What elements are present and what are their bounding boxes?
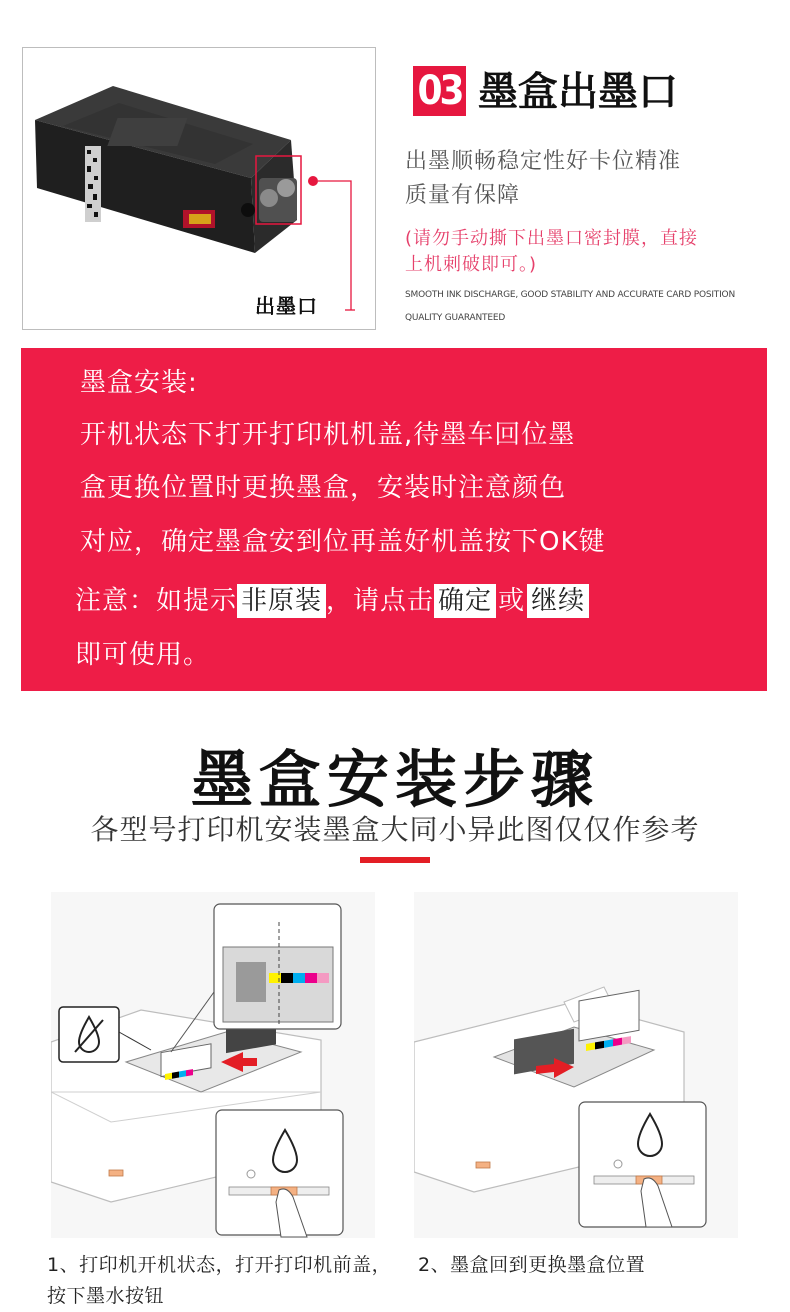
warning-line-1: (请勿手动撕下出墨口密封膜，直接 xyxy=(405,228,699,249)
install-instructions-panel xyxy=(21,348,767,691)
warning-line-2: 上机刺破即可。) xyxy=(405,254,538,275)
printer-open-illustration xyxy=(51,892,375,1238)
install-line-1: 开机状态下打开打印机机盖,待墨车回位墨 xyxy=(80,420,576,450)
install-note xyxy=(75,584,589,618)
step-2-caption: 2、墨盒回到更换墨盒位置 xyxy=(418,1254,646,1276)
printer-replace-illustration xyxy=(414,892,738,1238)
steps-subtitle: 各型号打印机安装墨盒大同小异此图仅仅作参考 xyxy=(90,813,700,846)
confirm-label: 确定 xyxy=(434,584,496,618)
section-title: 墨盒出墨口 xyxy=(478,69,678,115)
install-note-end: 即可使用。 xyxy=(75,640,211,670)
continue-label: 继续 xyxy=(527,584,589,618)
description-line-2: 质量有保障 xyxy=(405,183,521,208)
note-middle: ，请点击 xyxy=(326,586,435,616)
english-line-1: SMOOTH INK DISCHARGE, GOOD STABILITY AND ACCURATE CARD POSITION xyxy=(405,290,735,300)
section-number: 03 xyxy=(413,66,466,116)
non-original-label: 非原装 xyxy=(237,584,326,618)
step-1-caption-line-2: 按下墨水按钮 xyxy=(47,1285,165,1307)
install-line-3: 对应，确定墨盒安到位再盖好机盖按下OK键 xyxy=(80,527,606,557)
outlet-label: 出墨口 xyxy=(255,294,318,318)
install-heading: 墨盒安装: xyxy=(80,368,198,398)
note-or: 或 xyxy=(498,586,526,616)
title-underline xyxy=(360,857,430,863)
note-prefix: 注意：如提示 xyxy=(75,586,238,616)
english-line-2: QUALITY GUARANTEED xyxy=(405,313,506,323)
steps-title: 墨盒安装步骤 xyxy=(190,743,599,816)
install-line-2: 盒更换位置时更换墨盒，安装时注意颜色 xyxy=(80,473,567,503)
step-1-illustration xyxy=(51,892,375,1238)
ink-cartridge-illustration xyxy=(23,48,376,330)
product-photo xyxy=(22,47,376,330)
step-1-caption-line-1: 1、打印机开机状态，打开打印机前盖， xyxy=(47,1254,392,1276)
description-line-1: 出墨顺畅稳定性好卡位精准 xyxy=(405,149,682,174)
step-2-illustration xyxy=(414,892,738,1238)
